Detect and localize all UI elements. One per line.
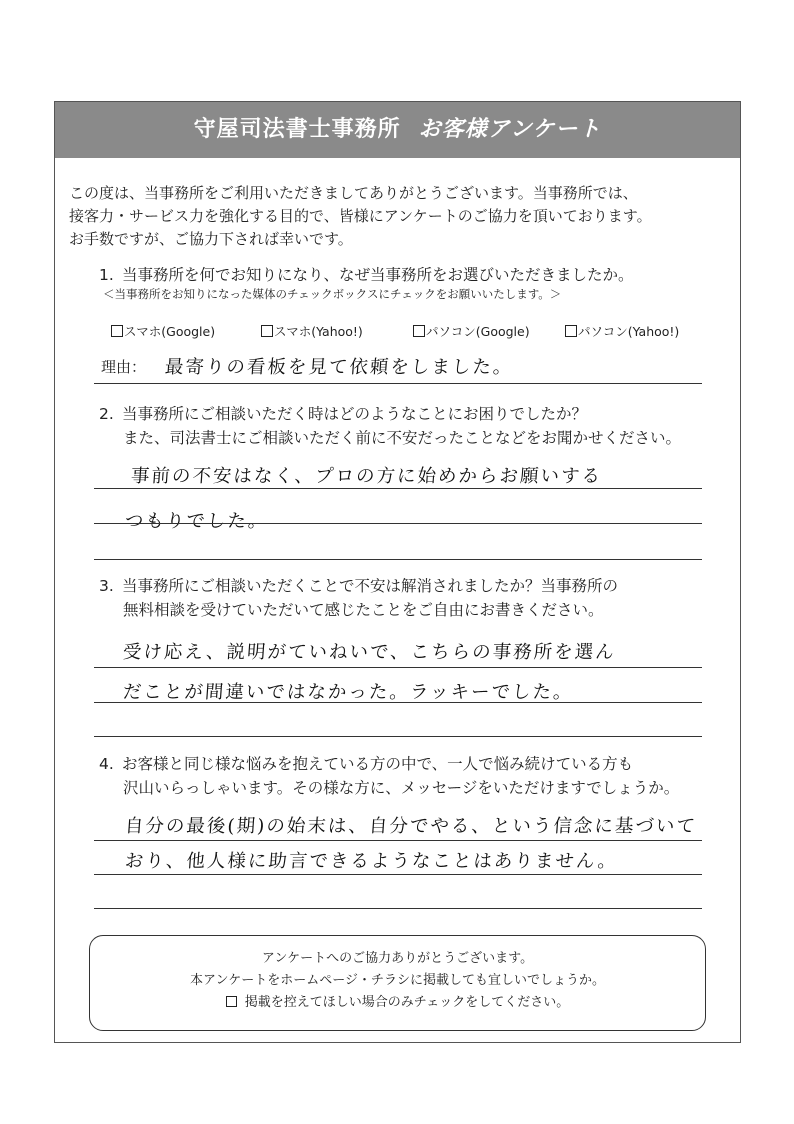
survey-header	[55, 102, 740, 158]
choice-pc-google[interactable]	[413, 322, 530, 340]
answer-text: おり、他人様に助言できるようなことはありません。	[124, 851, 619, 872]
answer-line	[94, 840, 702, 841]
choice-label: パソコン(Google)	[426, 324, 530, 339]
question-4	[99, 752, 679, 800]
answer-text: 受け応え、説明がていねいで、こちらの事務所を選ん	[122, 642, 617, 663]
question-number: 4.	[99, 755, 114, 773]
intro-line: 接客力・サービス力を強化する目的で、皆様にアンケートのご協力を頂いております。	[69, 207, 652, 225]
answer-text: 事前の不安はなく、プロの方に始めからお願いする	[130, 466, 603, 487]
answer-line	[94, 702, 702, 703]
question-text: 無料相談を受けていただいて感じたことをご自由にお書きください。	[123, 601, 604, 619]
choice-pc-yahoo[interactable]	[565, 322, 679, 340]
answer-line	[94, 667, 702, 668]
reason-label: 理由：	[101, 358, 147, 376]
answer-line	[94, 874, 702, 875]
choice-smartphone-yahoo[interactable]	[261, 322, 363, 340]
question-text: また、司法書士にご相談いただく前に不安だったことなどをお聞かせください。	[123, 429, 682, 447]
answer-text: つもりでした。	[124, 511, 270, 532]
office-name: 守屋司法書士事務所	[193, 117, 401, 142]
survey-title: お客様アンケート	[418, 117, 602, 142]
choice-label: スマホ(Yahoo!)	[274, 324, 363, 339]
choice-smartphone-google[interactable]	[111, 322, 215, 340]
checkbox-icon[interactable]	[413, 325, 425, 337]
answer-text: だことが間違いではなかった。ラッキーでした。	[122, 682, 575, 703]
question-1-note: ＜当事務所をお知りになった媒体のチェックボックスにチェックをお願いいたします。＞	[103, 287, 562, 301]
question-2	[99, 402, 681, 450]
question-number: 3.	[99, 577, 114, 595]
choice-label: パソコン(Yahoo!)	[578, 324, 680, 339]
question-3	[99, 574, 618, 622]
footer-thanks: アンケートへのご協力ありがとうございます。	[261, 951, 534, 966]
question-text: 当事務所を何でお知りになり、なぜ当事務所をお選びいただきましたか。	[121, 266, 634, 284]
answer-line	[94, 383, 702, 384]
question-number: 1.	[99, 266, 114, 284]
checkbox-icon[interactable]	[565, 325, 577, 337]
reason-answer: 最寄りの看板を見て依頼をしました。	[164, 357, 515, 378]
question-1	[99, 263, 633, 287]
footer-question: 本アンケートをホームページ・チラシに掲載しても宜しいでしょうか。	[190, 973, 605, 988]
question-text: 当事務所にご相談いただくことで不安は解消されましたか？当事務所の	[121, 577, 618, 595]
checkbox-icon[interactable]	[111, 325, 123, 337]
answer-line	[94, 523, 702, 524]
answer-line	[94, 736, 702, 737]
checkbox-icon[interactable]	[261, 325, 273, 337]
answer-line	[94, 488, 702, 489]
checkbox-icon[interactable]	[226, 996, 237, 1007]
intro-line: お手数ですが、ご協力下されば幸いです。	[69, 230, 353, 248]
footer-opt-out[interactable]	[90, 992, 705, 1014]
answer-text: 自分の最後(期)の始末は、自分でやる、という信念に基づいて	[124, 816, 698, 837]
survey-form	[54, 101, 741, 1043]
question-number: 2.	[99, 405, 114, 423]
choice-label: スマホ(Google)	[124, 324, 216, 339]
intro-text	[69, 182, 729, 251]
intro-line: この度は、当事務所をご利用いただきましてありがとうございます。当事務所では、	[69, 184, 638, 202]
question-text: 当事務所にご相談いただく時はどのようなことにお困りでしたか？	[121, 405, 587, 423]
publication-consent-box	[89, 935, 706, 1031]
footer-opt-out-label: 掲載を控えてほしい場合のみチェックをしてください。	[244, 995, 570, 1010]
question-text: お客様と同じ様な悩みを抱えている方の中で、一人で悩み続けている方も	[121, 755, 634, 773]
question-text: 沢山いらっしゃいます。その様な方に、メッセージをいただけますでしょうか。	[123, 779, 680, 797]
answer-line	[94, 559, 702, 560]
answer-line	[94, 908, 702, 909]
